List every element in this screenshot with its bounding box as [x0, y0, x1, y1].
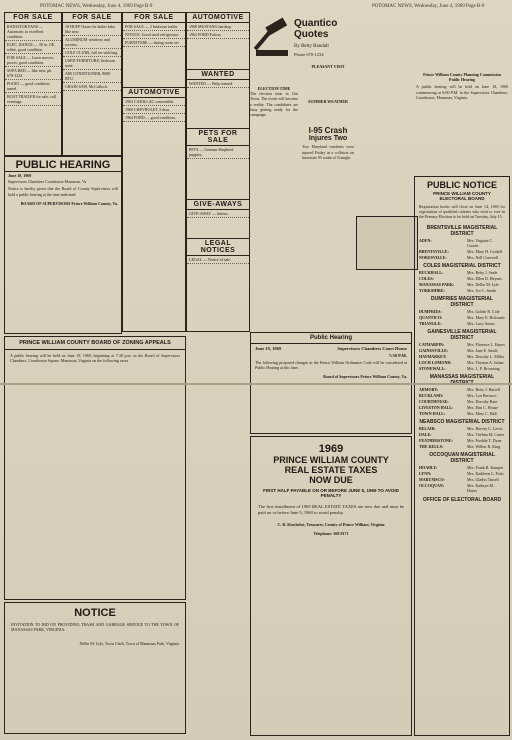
zoning-body: A public hearing will be held on June 19, 1969, beginning at 7:30 p.m. in the Board of Supervisors Chambers, Courthouse Square, Manassas, Virginia on the following cases.	[10, 353, 180, 364]
classified-ad: CHAIN SAW, McCulloch.	[63, 83, 121, 91]
precinct-name: ARMORY:	[419, 386, 439, 392]
planning-head: Prince William County Planning Commission	[423, 72, 501, 77]
registrar-name: Mrs. Wilbur R. King	[467, 443, 501, 449]
section-head-automotive: AUTOMOTIVE	[123, 87, 185, 98]
public-hearing-mid-title: Public Hearing	[309, 335, 352, 341]
precinct-row	[419, 315, 505, 320]
registrar-name: Mrs. Dorothy Bain	[467, 398, 498, 404]
quantico-column-b	[302, 56, 354, 328]
registrar-name: Mrs. Betty J. Seale	[467, 269, 498, 275]
classified-ad: 1962 FORD Falcon.	[187, 31, 249, 39]
precinct-row	[419, 342, 505, 347]
precinct-row	[419, 276, 505, 281]
registrar-name: Mrs. Thelma M. Carter	[467, 431, 505, 437]
hearing-place: Supervisors Chambers Court House	[337, 346, 407, 351]
registrar-name: Mrs. Virginia C. Garrett	[467, 237, 494, 248]
section-head-wanted: WANTED	[187, 69, 249, 80]
precinct-name: BRENTSVILLE:	[419, 248, 449, 254]
classified-ad: 1963 CADILLAC convertible.	[123, 98, 185, 106]
section-head-give-aways: GIVE-AWAYS	[187, 199, 249, 210]
registrar-name: Mrs. Nell Cornwell	[467, 254, 499, 260]
photo-clipping	[356, 216, 418, 270]
classified-col-1	[4, 12, 62, 156]
classified-ad: PIANO — good condition, tuned.	[5, 80, 61, 93]
precinct-row	[419, 249, 505, 254]
precinct-name: CATHARPIN:	[419, 341, 445, 347]
precinct-name: TRIANGLE:	[419, 320, 442, 326]
classified-ad: 18 HUFF Ouaso 6x ladies bike, like new.	[63, 23, 121, 36]
classified-ad: BOAT TRAILER for sale, call evenings.	[5, 93, 61, 106]
section-head-for-sale: FOR SALE	[63, 13, 121, 23]
public-hearing-left	[4, 156, 122, 334]
precinct-name: MANASSAS PARK:	[419, 281, 455, 287]
classified-ad: 1968 MUSTANG hardtop.	[187, 23, 249, 31]
tax-year: 1969	[318, 443, 344, 455]
classified-ad: FOR SALE — 2 bedroom trailer.	[123, 23, 185, 31]
classified-ad: GIVE-AWAY — kittens.	[187, 210, 249, 218]
district-heading: NEABSCO MAGISTERIAL DISTRICT	[419, 418, 505, 425]
district-heading: DUMFRIES MAGISTERIAL DISTRICT	[431, 295, 493, 308]
notice-signature: Nellie M. Lyle, Town Clerk, Town of Manassas Park, Virginia	[79, 641, 179, 647]
registrar-name: Mrs. Florence L. Hayes	[467, 341, 505, 347]
precinct-row	[419, 471, 505, 476]
registrar-name: Mrs. Betty J. Harrell	[467, 386, 500, 392]
section-head-automotive: AUTOMOTIVE	[187, 13, 249, 23]
public-hearing-date: June 10, 1969	[8, 173, 32, 178]
precinct-row	[419, 354, 505, 359]
precinct-name: LIVESTON HALL:	[419, 404, 454, 410]
precinct-row	[419, 405, 505, 410]
precinct-name: DUMFRIES:	[419, 308, 442, 314]
planning-body: A public hearing will be held on June 18, 1969 commencing at 8:00 P.M. in the Supervisors Chambers, Courthouse, Manassas, Virginia.	[416, 84, 508, 100]
header-left: POTOMAC NEWS, Wednesday, June 4, 1969 Page B-9	[40, 4, 153, 9]
registrar-name: Mrs. Frank B. Kamper	[467, 464, 504, 470]
registrar-name: Mrs. Lou Bertucci	[467, 392, 497, 398]
registrar-name: Mrs. Kathryn M. Hayes	[467, 482, 495, 493]
public-hearing-title: PUBLIC HEARING	[15, 159, 111, 171]
classified-ad: AIR CONDITIONER, 8000 BTU.	[63, 70, 121, 83]
story-subhead: PLEASANT VISIT	[311, 64, 345, 69]
precinct-name: BUCKHALL:	[419, 269, 444, 275]
tax-body: The first installment of 1969 REAL ESTATE TAXES are now due and must be paid on or before June 5, 1969 to avoid penalty.	[258, 504, 404, 515]
precinct-row	[419, 393, 505, 398]
precinct-row	[419, 270, 505, 275]
registrar-name: Mrs. Jane E. Smith	[467, 347, 498, 353]
i95-title: I-95 Crash	[308, 126, 348, 136]
registrar-name: Mrs. Thomas A. Julian	[467, 359, 504, 365]
quantico-byline: By Betty Randall	[294, 44, 329, 49]
tax-now-due: NOW DUE	[309, 475, 353, 485]
precinct-row	[419, 321, 505, 326]
registrar-name: Mrs. Kathleen C. Potts	[467, 470, 504, 476]
tax-phone: Telephone: 368-9171	[313, 531, 349, 537]
tax-notice	[250, 436, 412, 736]
registrar-name: Mrs. Mary C. Hall	[467, 410, 497, 416]
registrar-name: Mrs. Gladys Tassell	[467, 476, 499, 482]
classified-ad: NOTICE: Good used refrigerator.	[123, 31, 185, 39]
precinct-row	[419, 282, 505, 287]
precinct-name: HAYMARKET:	[419, 353, 447, 359]
public-notice-signature: OFFICE OF ELECTORAL BOARD	[422, 496, 502, 503]
tax-county: PRINCE WILLIAM COUNTY	[273, 455, 389, 465]
precinct-name: STONEWALL:	[419, 365, 446, 371]
tax-headline: REAL ESTATE TAXES	[284, 465, 378, 475]
precinct-row	[419, 465, 505, 470]
precinct-name: MARUMSCO:	[419, 476, 445, 482]
public-notice-title: PUBLIC NOTICE	[426, 180, 497, 190]
classified-ad: LEGAL — Notice of sale.	[187, 256, 249, 264]
i95-body: Two Maryland residents were injured Friday in a collision on Interstate 95 south of Triangle.	[302, 144, 354, 160]
registrar-name: Mrs. Dorothy L. Miller	[467, 353, 505, 359]
precinct-row	[419, 238, 505, 248]
precinct-row	[419, 438, 505, 443]
precinct-row	[419, 309, 505, 314]
section-head-for-sale: FOR SALE	[123, 13, 185, 23]
district-heading: GAINESVILLE MAGISTERIAL DISTRICT	[427, 328, 497, 341]
registrar-name: Mrs. Mary E. Holcomb	[467, 314, 505, 320]
district-heading: MANASSAS MAGISTERIAL	[429, 373, 495, 380]
precinct-name: QUANTICO:	[419, 314, 443, 320]
registrar-name: Mrs. Nellie M. Lyle	[467, 281, 499, 287]
quantico-column-a	[250, 86, 298, 328]
classified-ad: RADIATOR FANS — Automatic in excellent condition.	[5, 23, 61, 41]
precinct-row	[419, 477, 505, 482]
precinct-row	[419, 444, 505, 449]
page-fold	[0, 383, 512, 385]
precinct-row	[419, 288, 505, 293]
public-notice-sub: PRINCE WILLIAM COUNTY ELECTORAL BOARD	[433, 191, 491, 201]
public-hearing-body: Notice is hereby given that the Board of County Supervisors will hold a public hearing at the time indicated.	[8, 186, 118, 197]
registrar-name: Mrs. Ivo C. Smith	[467, 287, 497, 293]
classified-ad: ELEC. RANGE — 30 in. GE, white, good condition.	[5, 41, 61, 54]
classified-col-2	[62, 12, 122, 156]
classified-ad: WANTED — Help wanted.	[187, 80, 249, 88]
registrar-name: Mrs. Lucy Amiss	[467, 320, 495, 326]
precinct-name: GAINESVILLE:	[419, 347, 449, 353]
section-head-pets: PETS FOR SALE	[187, 128, 249, 146]
registrar-name: Mrs. Freddie T. Dyne	[467, 437, 502, 443]
registrar-name: Mrs. Goldie B. Cole	[467, 308, 500, 314]
precinct-name: COLES:	[419, 275, 434, 281]
precinct-row	[419, 426, 505, 431]
district-list	[415, 225, 509, 493]
precinct-name: HOADLY:	[419, 464, 438, 470]
registrar-name: Mrs. Dan C. House	[467, 404, 498, 410]
gavel-logo-icon	[252, 16, 292, 60]
zoning-appeals-notice	[4, 336, 186, 600]
classified-ad: 1960 CHEVROLET 4 door.	[123, 106, 185, 114]
hearing-signature: Board of Supervisors Prince William County, Va.	[323, 374, 407, 380]
district-heading: OCCOQUAN MAGISTERIAL DISTRICT	[429, 451, 495, 464]
quantico-title: Quantico Quotes	[294, 18, 338, 40]
planning-commission-notice	[416, 12, 508, 172]
district-heading: COLES MAGISTERIAL DISTRICT	[423, 262, 501, 269]
classified-ad: ALUMINUM windows and screens.	[63, 36, 121, 49]
precinct-row	[419, 360, 505, 365]
precinct-row	[419, 255, 505, 260]
public-hearing-signature: BOARD OF SUPERVISORS Prince William County, Va.	[20, 200, 118, 206]
precinct-row	[419, 432, 505, 437]
section-head-for-sale: FOR SALE	[5, 13, 61, 23]
precinct-row	[419, 483, 505, 493]
section-head-legal-notices: LEGAL NOTICES	[187, 238, 249, 256]
classified-ad: SOFA BED — like new, ph. 670-1234	[5, 67, 61, 80]
public-notice-body: Registration books will close on June 14, 1969 for registration of qualified citizens who wish to vote in the Primary Election to be held on Tuesday, July 15.	[419, 204, 505, 220]
story-subhead: SUMMER WEATHER	[308, 99, 348, 105]
public-notice-electoral	[414, 176, 510, 736]
i95-subtitle: Injures Two	[308, 135, 348, 143]
hearing-body: The following proposed changes in the Prince William Ordinance Code will be considered at Public Hearing at this time.	[255, 360, 407, 371]
precinct-name: NOKESVILLE:	[419, 254, 447, 260]
district-heading: BRENTSVILLE MAGISTERIAL DISTRICT	[426, 224, 498, 237]
tax-deadline: FIRST HALF PAYABLE ON OR BEFORE JUNE 5, 1969 TO AVOID PENALTY	[263, 488, 399, 498]
story-text: The election time in Our Town. The event will become a reality. The candidates are busy getting ready for the campaign.	[250, 91, 298, 118]
zoning-title: PRINCE WILLIAM COUNTY BOARD OF ZONING APPEALS	[19, 340, 171, 346]
precinct-name: FEATHERSTONE:	[419, 437, 453, 443]
registrar-name: Mrs. Mary H. Cordell	[467, 248, 502, 254]
public-hearing-place: Supervisors Chambers Courthouse Manassas, Va	[8, 179, 87, 185]
precinct-row	[419, 366, 505, 371]
hearing-date: June 19, 1969	[255, 346, 282, 351]
classified-col-3	[122, 12, 186, 332]
precinct-row	[419, 411, 505, 416]
classified-ad: PETS — German Shepherd puppies.	[187, 146, 249, 159]
registrar-name: Mrs. L. P. Browning	[467, 365, 500, 371]
classified-ad: 1964 FORD — good condition.	[123, 114, 185, 122]
precinct-name: TOWN HALL:	[419, 410, 446, 416]
planning-sub: Public Hearing	[449, 77, 475, 83]
tax-signature: C. R. Kincheloe, Treasurer, County of Prince William, Virginia	[277, 522, 385, 527]
quantico-phone: Phone 670-1234	[294, 52, 324, 57]
hearing-time: 7:30 P.M.	[388, 353, 407, 358]
precinct-row	[419, 399, 505, 404]
precinct-name: DALE:	[419, 431, 432, 437]
header-right: POTOMAC NEWS, Wednesday, June 4, 1969 Page B-9	[372, 4, 485, 9]
notice-box	[4, 602, 186, 734]
precinct-name: BELAIR:	[419, 425, 436, 431]
precinct-name: COURTHOUSE:	[419, 398, 449, 404]
notice-title: NOTICE	[74, 607, 116, 619]
precinct-name: LOCH LOMOND:	[419, 359, 452, 365]
precinct-row	[419, 348, 505, 353]
precinct-row	[419, 387, 505, 392]
precinct-name: BUCKLAND:	[419, 392, 444, 398]
page-header	[0, 2, 512, 11]
precinct-name: YORKSHIRE:	[419, 287, 445, 293]
classified-ad: USED FURNITURE, bedroom suite.	[63, 57, 121, 70]
precinct-name: THE KELLS:	[419, 443, 444, 449]
story-subhead: ELECTION TIME	[257, 86, 291, 91]
classified-ad: FURNITURE — dining room set.	[123, 39, 185, 47]
classified-ad: GOLF CLUBS, full set with bag.	[63, 49, 121, 57]
classified-ad: FOR SALE — Lawn mower, power, good condition.	[5, 54, 61, 67]
classified-col-4	[186, 12, 250, 332]
registrar-name: Mrs. Harvey C. Lewis	[467, 425, 503, 431]
precinct-name: OCCOQUAN:	[419, 482, 445, 488]
precinct-name: ADEN:	[419, 237, 432, 243]
notice-body: INVITATION TO BID ON PROVIDING TRASH AND GARBAGE SERVICE TO THE TOWN OF MANASSAS PARK, VIRGINIA.	[11, 622, 179, 633]
registrar-name: Mrs. Ellen D. Haynes	[467, 275, 502, 281]
precinct-name: LYNN:	[419, 470, 432, 476]
